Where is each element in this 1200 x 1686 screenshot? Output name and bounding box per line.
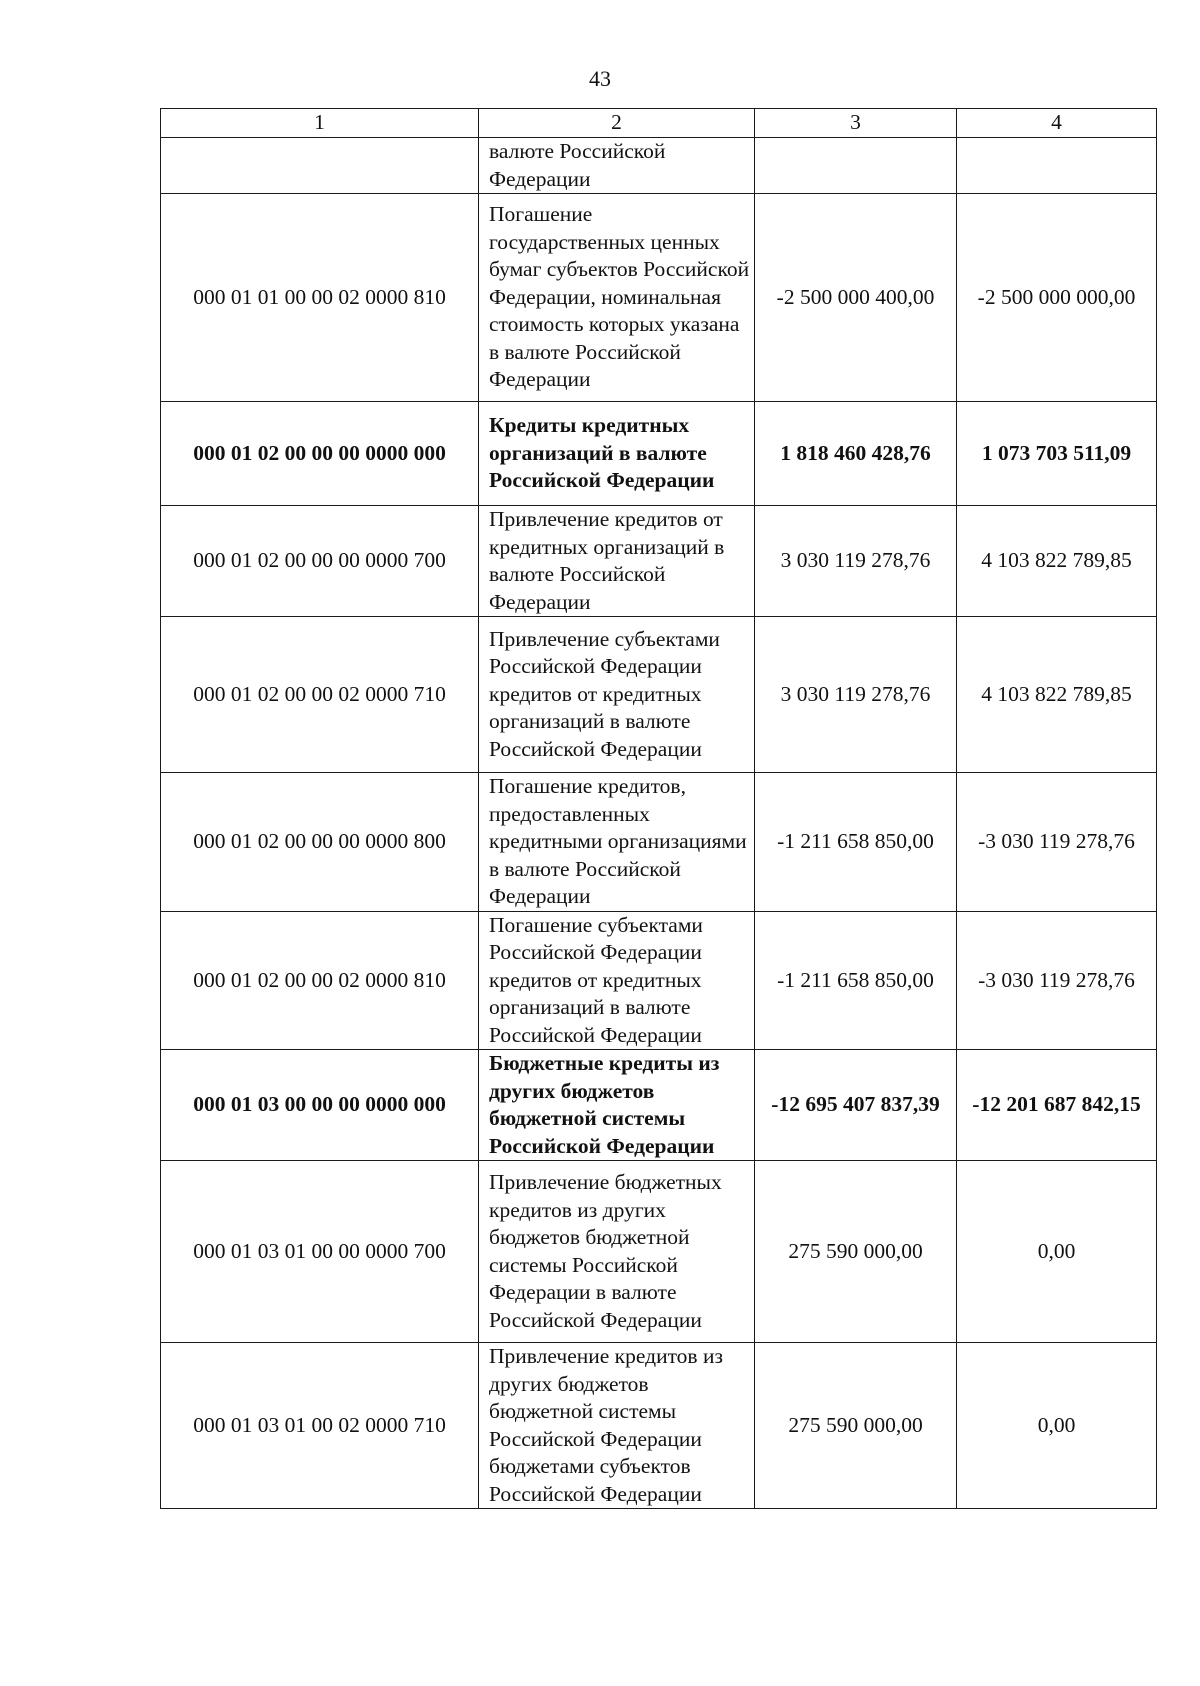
value-col3-cell: 275 590 000,00 [755,1343,957,1509]
value-col3-cell: -12 695 407 837,39 [755,1050,957,1161]
description-cell: Бюджетные кредиты из других бюджетов бюджетной системы Российской Федерации [479,1050,755,1161]
description-cell: валюте Российской Федерации [479,138,755,194]
header-cell-4: 4 [957,109,1157,138]
code-cell: 000 01 03 01 00 02 0000 710 [161,1343,479,1509]
code-cell: 000 01 02 00 00 00 0000 800 [161,773,479,912]
header-row [161,109,1157,138]
value-col4-cell: -12 201 687 842,15 [957,1050,1157,1161]
description-cell: Привлечение субъектами Российской Федерации кредитов от кредитных организаций в валюте Российской Федерации [479,617,755,773]
page-number: 43 [589,66,611,91]
value-col4-cell: -3 030 119 278,76 [957,911,1157,1050]
description-cell: Погашение государственных ценных бумаг субъектов Российской Федерации, номинальная стоимость которых указана в валюте Российской Федерации [479,194,755,402]
value-col4-cell: 4 103 822 789,85 [957,506,1157,617]
value-col4-cell: 4 103 822 789,85 [957,617,1157,773]
description-cell: Погашение субъектами Российской Федерации кредитов от кредитных организаций в валюте Российской Федерации [479,911,755,1050]
table-row [161,506,1157,617]
code-cell: 000 01 03 01 00 00 0000 700 [161,1161,479,1343]
table-body [161,138,1157,1509]
header-cell-2: 2 [479,109,755,138]
value-col4-cell: 0,00 [957,1343,1157,1509]
value-col4-cell: -3 030 119 278,76 [957,773,1157,912]
description-cell: Кредиты кредитных организаций в валюте Российской Федерации [479,402,755,506]
table-row [161,402,1157,506]
code-cell: 000 01 02 00 00 02 0000 810 [161,911,479,1050]
value-col3-cell: 1 818 460 428,76 [755,402,957,506]
value-col3-cell: -2 500 000 400,00 [755,194,957,402]
table-row [161,773,1157,912]
table-row [161,1050,1157,1161]
value-col3-cell: 275 590 000,00 [755,1161,957,1343]
code-cell: 000 01 02 00 00 00 0000 000 [161,402,479,506]
code-cell: 000 01 03 00 00 00 0000 000 [161,1050,479,1161]
table-row [161,911,1157,1050]
table-row [161,617,1157,773]
description-cell: Привлечение кредитов из других бюджетов бюджетной системы Российской Федерации бюджетами субъектов Российской Федерации [479,1343,755,1509]
code-cell: 000 01 02 00 00 02 0000 710 [161,617,479,773]
value-col3-cell: -1 211 658 850,00 [755,911,957,1050]
table-row [161,138,1157,194]
table-row [161,194,1157,402]
value-col4-cell: -2 500 000 000,00 [957,194,1157,402]
code-cell [161,138,479,194]
value-col3-cell: -1 211 658 850,00 [755,773,957,912]
value-col3-cell: 3 030 119 278,76 [755,506,957,617]
code-cell: 000 01 01 00 00 02 0000 810 [161,194,479,402]
code-cell: 000 01 02 00 00 00 0000 700 [161,506,479,617]
description-cell: Погашение кредитов, предоставленных кредитными организациями в валюте Российской Федерации [479,773,755,912]
description-cell: Привлечение кредитов от кредитных организаций в валюте Российской Федерации [479,506,755,617]
value-col3-cell [755,138,957,194]
header-cell-3: 3 [755,109,957,138]
description-cell: Привлечение бюджетных кредитов из других бюджетов бюджетной системы Российской Федерации в валюте Российской Федерации [479,1161,755,1343]
value-col4-cell [957,138,1157,194]
header-cell-1: 1 [161,109,479,138]
value-col4-cell: 0,00 [957,1161,1157,1343]
value-col3-cell: 3 030 119 278,76 [755,617,957,773]
budget-sources-table [160,108,1157,1509]
value-col4-cell: 1 073 703 511,09 [957,402,1157,506]
table-row [161,1343,1157,1509]
table-row [161,1161,1157,1343]
